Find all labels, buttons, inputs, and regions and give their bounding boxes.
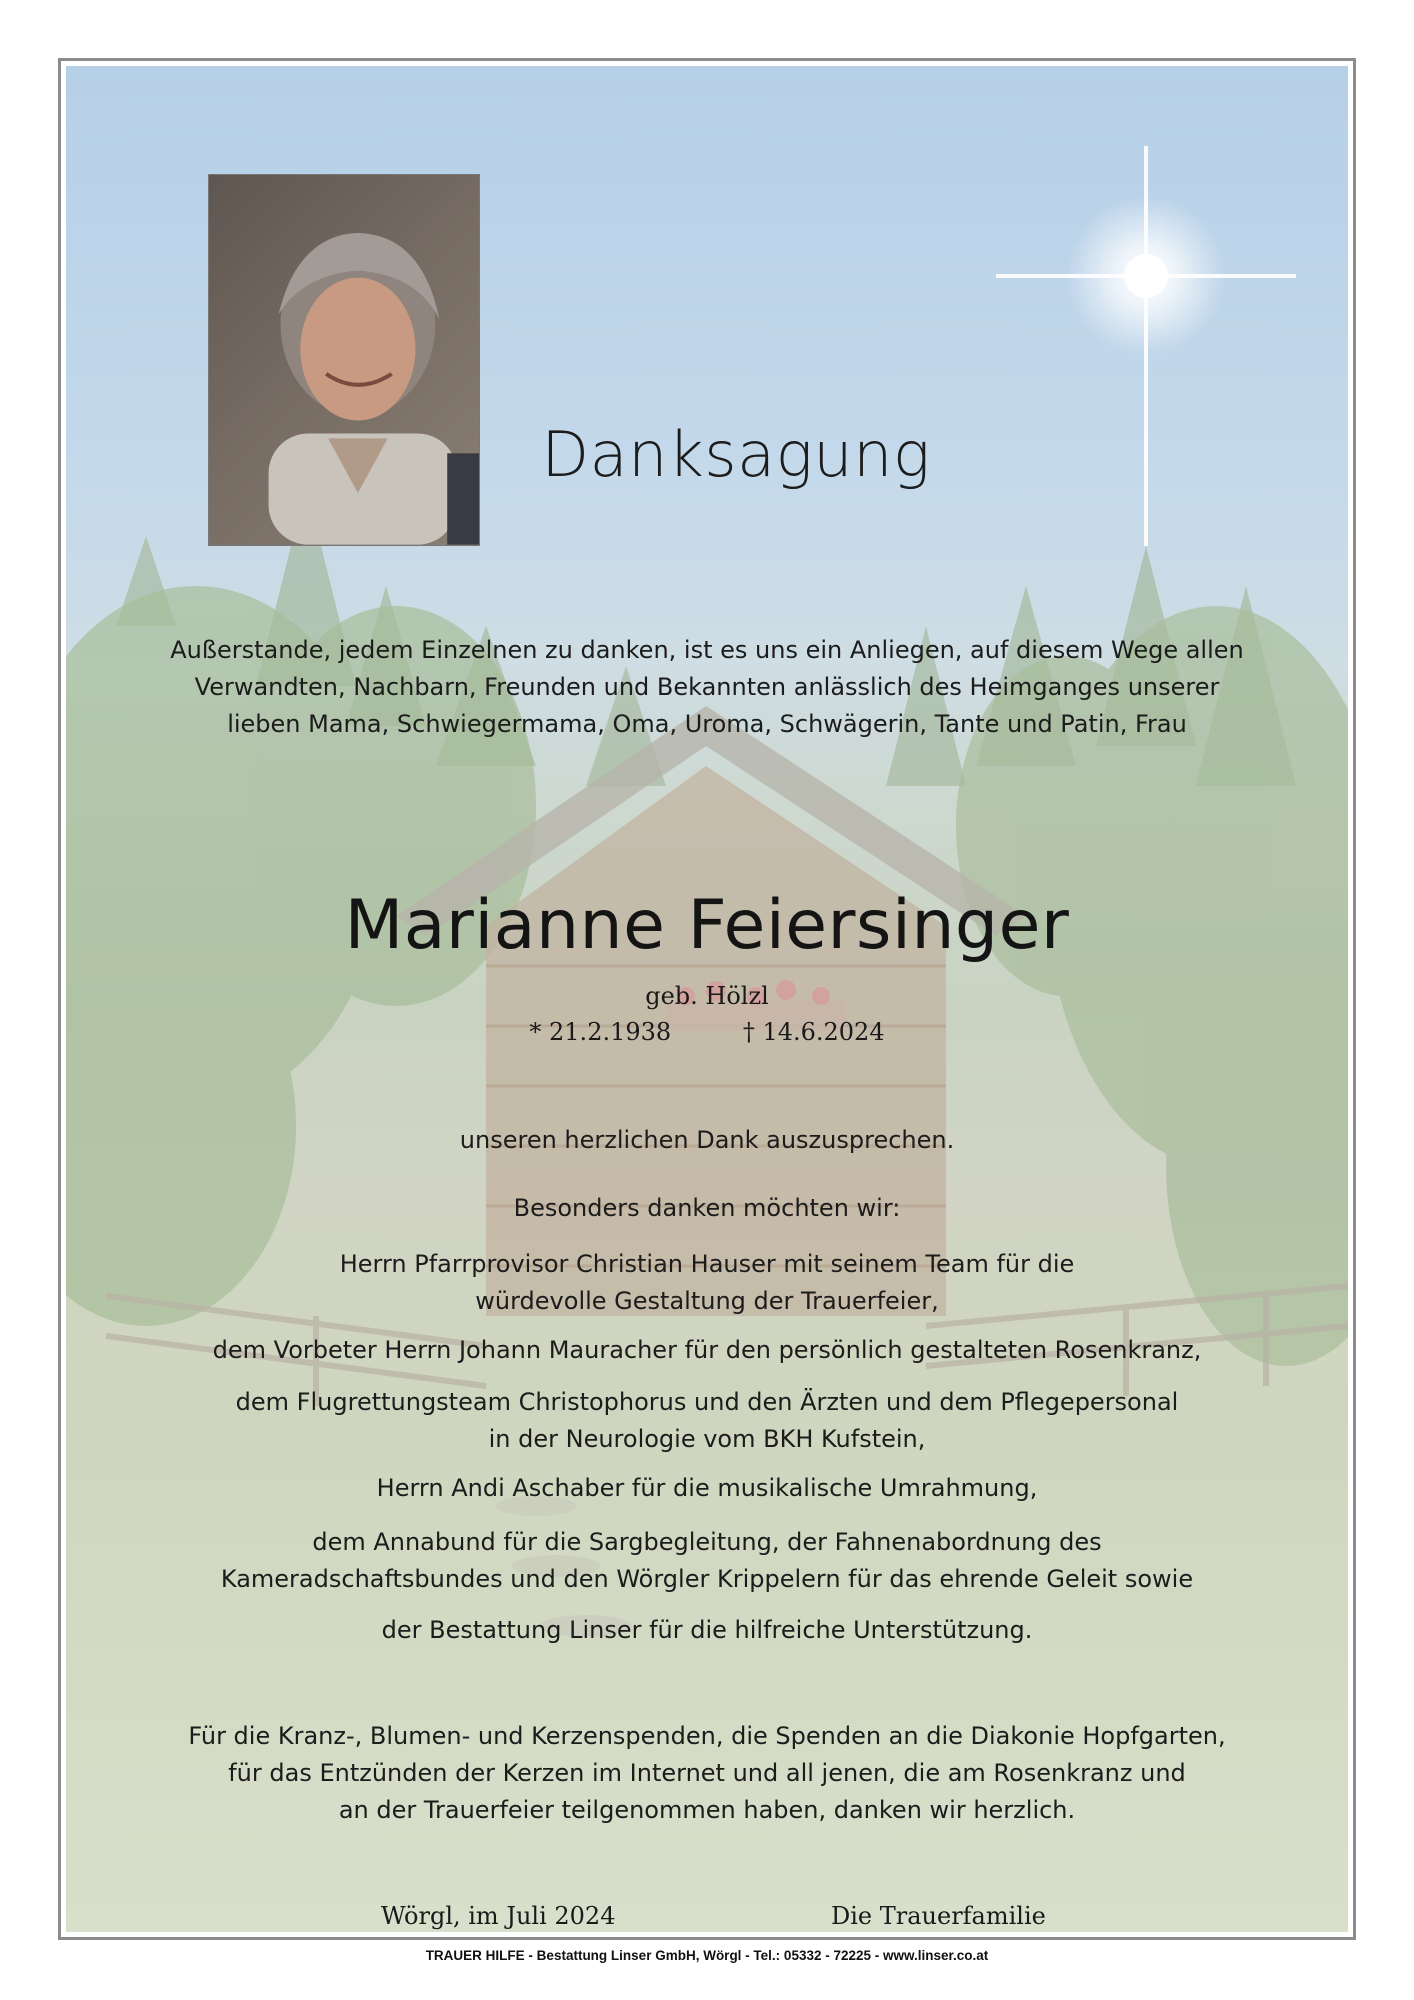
deceased-name: Marianne Feiersinger [344,886,1070,965]
notice-card [66,66,1348,1932]
special-thanks-item [66,1332,1348,1369]
thanks-intro: unseren herzlichen Dank auszusprechen. [459,1126,955,1154]
special-thanks-item [66,1246,1348,1320]
thanks-line: dem Vorbeter Herrn Johann Mauracher für den persönlich gestalteten Rosenkranz, [212,1336,1202,1364]
thanks-line: dem Flugrettungsteam Christophorus und den Ärzten und dem Pflegepersonal [235,1388,1179,1416]
special-thanks-item [66,1384,1348,1458]
page-title: Danksagung [541,418,931,491]
thanks-line: der Bestattung Linser für die hilfreiche Unterstützung. [381,1616,1033,1644]
thanks-line: Kameradschaftsbundes und den Wörgler Krippelern für das ehrende Geleit sowie [220,1565,1194,1593]
intro-line: lieben Mama, Schwiegermama, Oma, Uroma, Schwägerin, Tante und Patin, Frau [227,710,1187,738]
closing-line: für das Entzünden der Kerzen im Internet und all jenen, die am Rosenkranz und [228,1759,1186,1787]
thanks-line: Herrn Pfarrprovisor Christian Hauser mit seinem Team für die [339,1250,1075,1278]
birth-date: * 21.2.1938 [529,1018,672,1046]
special-thanks-item [66,1524,1348,1598]
closing-text [66,1718,1348,1829]
thanks-line: Herrn Andi Aschaber für die musikalische Umrahmung, [376,1474,1038,1502]
star-icon [996,126,1296,546]
born-name: geb. Hölzl [645,982,769,1010]
special-thanks-item [66,1470,1348,1507]
portrait-figure [209,175,479,545]
portrait-photo [208,174,480,546]
intro-text [66,632,1348,743]
thanks-line: in der Neurologie vom BKH Kufstein, [488,1425,926,1453]
special-heading: Besonders danken möchten wir: [513,1194,901,1222]
thanks-line: dem Annabund für die Sargbegleitung, der Fahnenabordnung des [312,1528,1102,1556]
intro-line: Verwandten, Nachbarn, Freunden und Bekannten anlässlich des Heimganges unserer [194,673,1220,701]
place-date: Wörgl, im Juli 2024 [381,1902,616,1930]
special-thanks-item [66,1612,1348,1649]
death-date: † 14.6.2024 [742,1018,885,1046]
imprint: TRAUER HILFE - Bestattung Linser GmbH, Wörgl - Tel.: 05332 - 72225 - www.linser.co.at [425,1948,989,1963]
intro-line: Außerstande, jedem Einzelnen zu danken, ist es uns ein Anliegen, auf diesem Wege allen [170,636,1244,664]
life-dates [66,1018,1348,1046]
closing-line: an der Trauerfeier teilgenommen haben, danken wir herzlich. [338,1796,1076,1824]
thanks-line: würdevolle Gestaltung der Trauerfeier, [475,1287,939,1315]
signature: Die Trauerfamilie [831,1902,1046,1930]
closing-line: Für die Kranz-, Blumen- und Kerzenspenden, die Spenden an die Diakonie Hopfgarten, [188,1722,1226,1750]
